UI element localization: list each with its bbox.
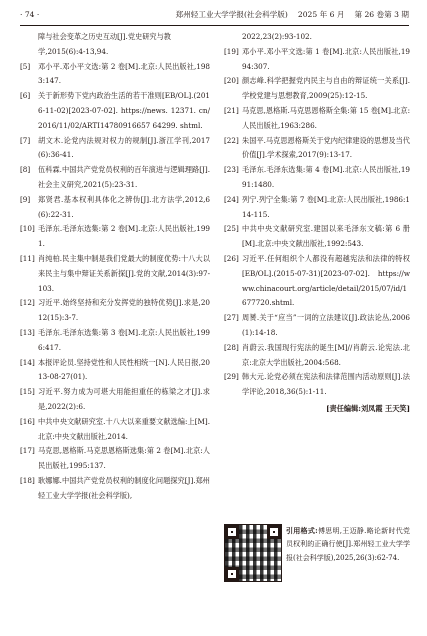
page-number: · 74 · xyxy=(20,10,40,19)
reference-item xyxy=(20,296,210,326)
reference-text: 邓小平.邓小平文选:第 2 卷[M].北京:人民出版社,1983:147. xyxy=(38,61,210,86)
reference-item xyxy=(20,385,210,415)
reference-item xyxy=(224,134,410,164)
reference-number: [15] xyxy=(20,387,35,397)
reference-text: 朱国平.马克思恩格斯关于党内纪律建设的思想及当代价值[J].学术探索,2017(9):13-17. xyxy=(242,135,410,160)
reference-item xyxy=(224,193,410,223)
reference-text: 周赟.关于“应当”一词的立法建议[J].政法论丛,2006(1):14-18. xyxy=(242,313,410,337)
reference-number: [21] xyxy=(224,105,239,115)
reference-number: [13] xyxy=(20,327,35,337)
qr-finder-top-right xyxy=(267,525,281,539)
reference-item xyxy=(224,252,410,311)
reference-number: [12] xyxy=(20,298,35,308)
reference-item xyxy=(20,134,210,164)
reference-number: [24] xyxy=(224,194,239,204)
header-rule xyxy=(20,25,409,26)
reference-text: 毛泽东.毛泽东选集:第 4 卷[M].北京:人民出版社,1991:1480. xyxy=(242,165,410,189)
citation-body: 傅思明,王迈静.略论新时代党员权利的正确行使[J].郑州轻工业大学学报(社会科学版),2025,26(3):62-74. xyxy=(286,527,410,562)
reference-item xyxy=(224,370,410,400)
reference-number: [10] xyxy=(20,224,35,234)
reference-item xyxy=(224,74,410,104)
reference-item xyxy=(20,89,210,133)
reference-text: 郑贤君.基本权利具体化之辨伪[J].北方法学,2012,6(6):22-31. xyxy=(38,194,210,219)
reference-item xyxy=(224,341,410,371)
citation-label: 引用格式: xyxy=(286,526,318,535)
reference-text: 耿娜娜.中国共产党党员权利的制度化问题探究[J].郑州轻工业大学学报(社会科学版), xyxy=(38,475,210,500)
reference-number: [7] xyxy=(20,135,31,145)
reference-item xyxy=(20,222,210,252)
references-right-column xyxy=(224,30,410,417)
page-header xyxy=(20,8,409,22)
citation-block xyxy=(224,524,410,610)
reference-item xyxy=(224,222,410,252)
reference-number: [28] xyxy=(224,342,239,352)
reference-item xyxy=(224,45,410,75)
qr-finder-top-left xyxy=(225,525,239,539)
reference-text: 关于新形势下党内政治生活的若干准则[EB/OL].(2016-11-02)[2023-07-02]. https://news. 12371. cn/2016/11/02/ARTI14780916657 64299. shtml. xyxy=(38,91,210,130)
reference-item xyxy=(20,474,210,504)
reference-text: 肖纯柏.民主集中制是我们党最大的制度优势:十八大以来民主与集中辩证关系新探[J].党的文献,2014(3):97-103. xyxy=(38,253,210,293)
reference-number: [27] xyxy=(224,313,239,323)
reference-text: 习近平.任何组织个人都没有超越宪法和法律的特权[EB/OL].(2015-07-31)[2023-07-02]. https://www.chinacourt.org/article/detail/2015/07/id/1677720.shtml. xyxy=(242,253,410,308)
reference-item xyxy=(224,163,410,193)
reference-text: 毛泽东.毛泽东选集:第 3 卷[M].北京:人民出版社,1996:417. xyxy=(38,327,210,352)
reference-item xyxy=(20,444,210,474)
reference-item xyxy=(20,415,210,445)
reference-item xyxy=(20,60,210,90)
reference-number: [26] xyxy=(224,253,239,263)
reference-text: 韩大元.论党必须在宪法和法律范围内活动原则[J].法学评论,2018,36(5):1-11. xyxy=(242,372,410,397)
reference-continuation: 2022,23(2):93-102. xyxy=(242,32,312,41)
journal-info xyxy=(176,8,409,22)
reference-text: 列宁.列宁全集:第 7 卷[M].北京:人民出版社,1986:114-115. xyxy=(242,194,410,219)
journal-title: 郑州轻工业大学学报(社会科学版) xyxy=(175,10,288,19)
reference-number: [9] xyxy=(20,194,31,204)
reference-number: [8] xyxy=(20,165,31,175)
reference-text: 中共中央文献研究室.建国以来毛泽东文稿:第 6 册[M].北京:中央文献出版社,1992:543. xyxy=(242,224,410,249)
reference-number: [20] xyxy=(224,76,239,86)
volume-issue: 第 26 卷第 3 期 xyxy=(354,10,409,19)
reference-text: 肖蔚云.我国现行宪法的诞生[M]//肖蔚云.论宪法.北京:北京大学出版社,2004:568. xyxy=(242,342,410,367)
reference-text: 毛泽东.毛泽东选集:第 2 卷[M].北京:人民出版社,1991. xyxy=(38,224,210,249)
reference-number: [23] xyxy=(224,165,239,175)
reference-number: [19] xyxy=(224,46,239,56)
reference-number: [18] xyxy=(20,475,35,485)
reference-number: [16] xyxy=(20,416,35,426)
reference-number: [29] xyxy=(224,372,239,382)
citation-text xyxy=(286,524,410,565)
reference-text: 马克思,恩格斯.马克思恩格斯全集:第 15 卷[M].北京:人民出版社,1963:286. xyxy=(242,105,410,130)
reference-number: [6] xyxy=(20,91,31,101)
reference-text: 颜志峰.科学把握党内民主与自由的辩证统一关系[J].学校党建与思想教育,2009(25):12-15. xyxy=(242,76,410,101)
reference-text: 马克思,恩格斯.马克思恩格斯选集:第 2 卷[M].北京:人民出版社,1995:137. xyxy=(38,446,210,471)
issue-date: 2025 年 6 月 xyxy=(297,10,345,19)
reference-text: 习近平.始终坚持和充分发挥党的独特优势[J].求是,2012(15):3-7. xyxy=(38,298,210,323)
reference-text: 习近平.努力成为可堪大用能担重任的栋梁之才[J].求是,2022(2):6. xyxy=(38,387,210,411)
editor-note: [责任编辑:刘凤霞 王天笑] xyxy=(326,403,410,413)
reference-item xyxy=(224,311,410,341)
reference-text: 伍科霖.中国共产党党员权利的百年演进与逻辑理路[J].社会主义研究,2021(5):23-31. xyxy=(38,165,210,189)
qr-finder-bottom-left xyxy=(225,567,239,581)
references-left-column xyxy=(20,30,210,504)
reference-number: [17] xyxy=(20,446,35,456)
reference-item xyxy=(224,104,410,134)
reference-item xyxy=(20,163,210,193)
reference-item xyxy=(20,193,210,223)
reference-number: [5] xyxy=(20,61,31,71)
qr-code-icon[interactable] xyxy=(224,524,282,582)
reference-text: 邓小平.邓小平文选:第 1 卷[M].北京:人民出版社,1994:307. xyxy=(242,46,410,71)
reference-text: 中共中央文献研究室.十八大以来重要文献选编:上[M].北京:中央文献出版社,2014. xyxy=(38,416,210,441)
reference-item xyxy=(20,356,210,386)
reference-number: [11] xyxy=(20,253,35,263)
reference-continuation: 障与社会变革之历史互动[J].党史研究与教学,2015(6):4-13,94. xyxy=(38,32,171,56)
reference-number: [22] xyxy=(224,135,239,145)
reference-text: 本报评论员.坚持党性和人民性相统一[N].人民日报,2013-08-27(01). xyxy=(38,357,210,382)
reference-text: 胡文木.论党内法规对权力的规制[J].浙江学刊,2017(6):36-41. xyxy=(38,135,210,160)
reference-number: [14] xyxy=(20,357,35,367)
reference-item xyxy=(20,252,210,296)
reference-number: [25] xyxy=(224,224,239,234)
reference-item xyxy=(20,326,210,356)
